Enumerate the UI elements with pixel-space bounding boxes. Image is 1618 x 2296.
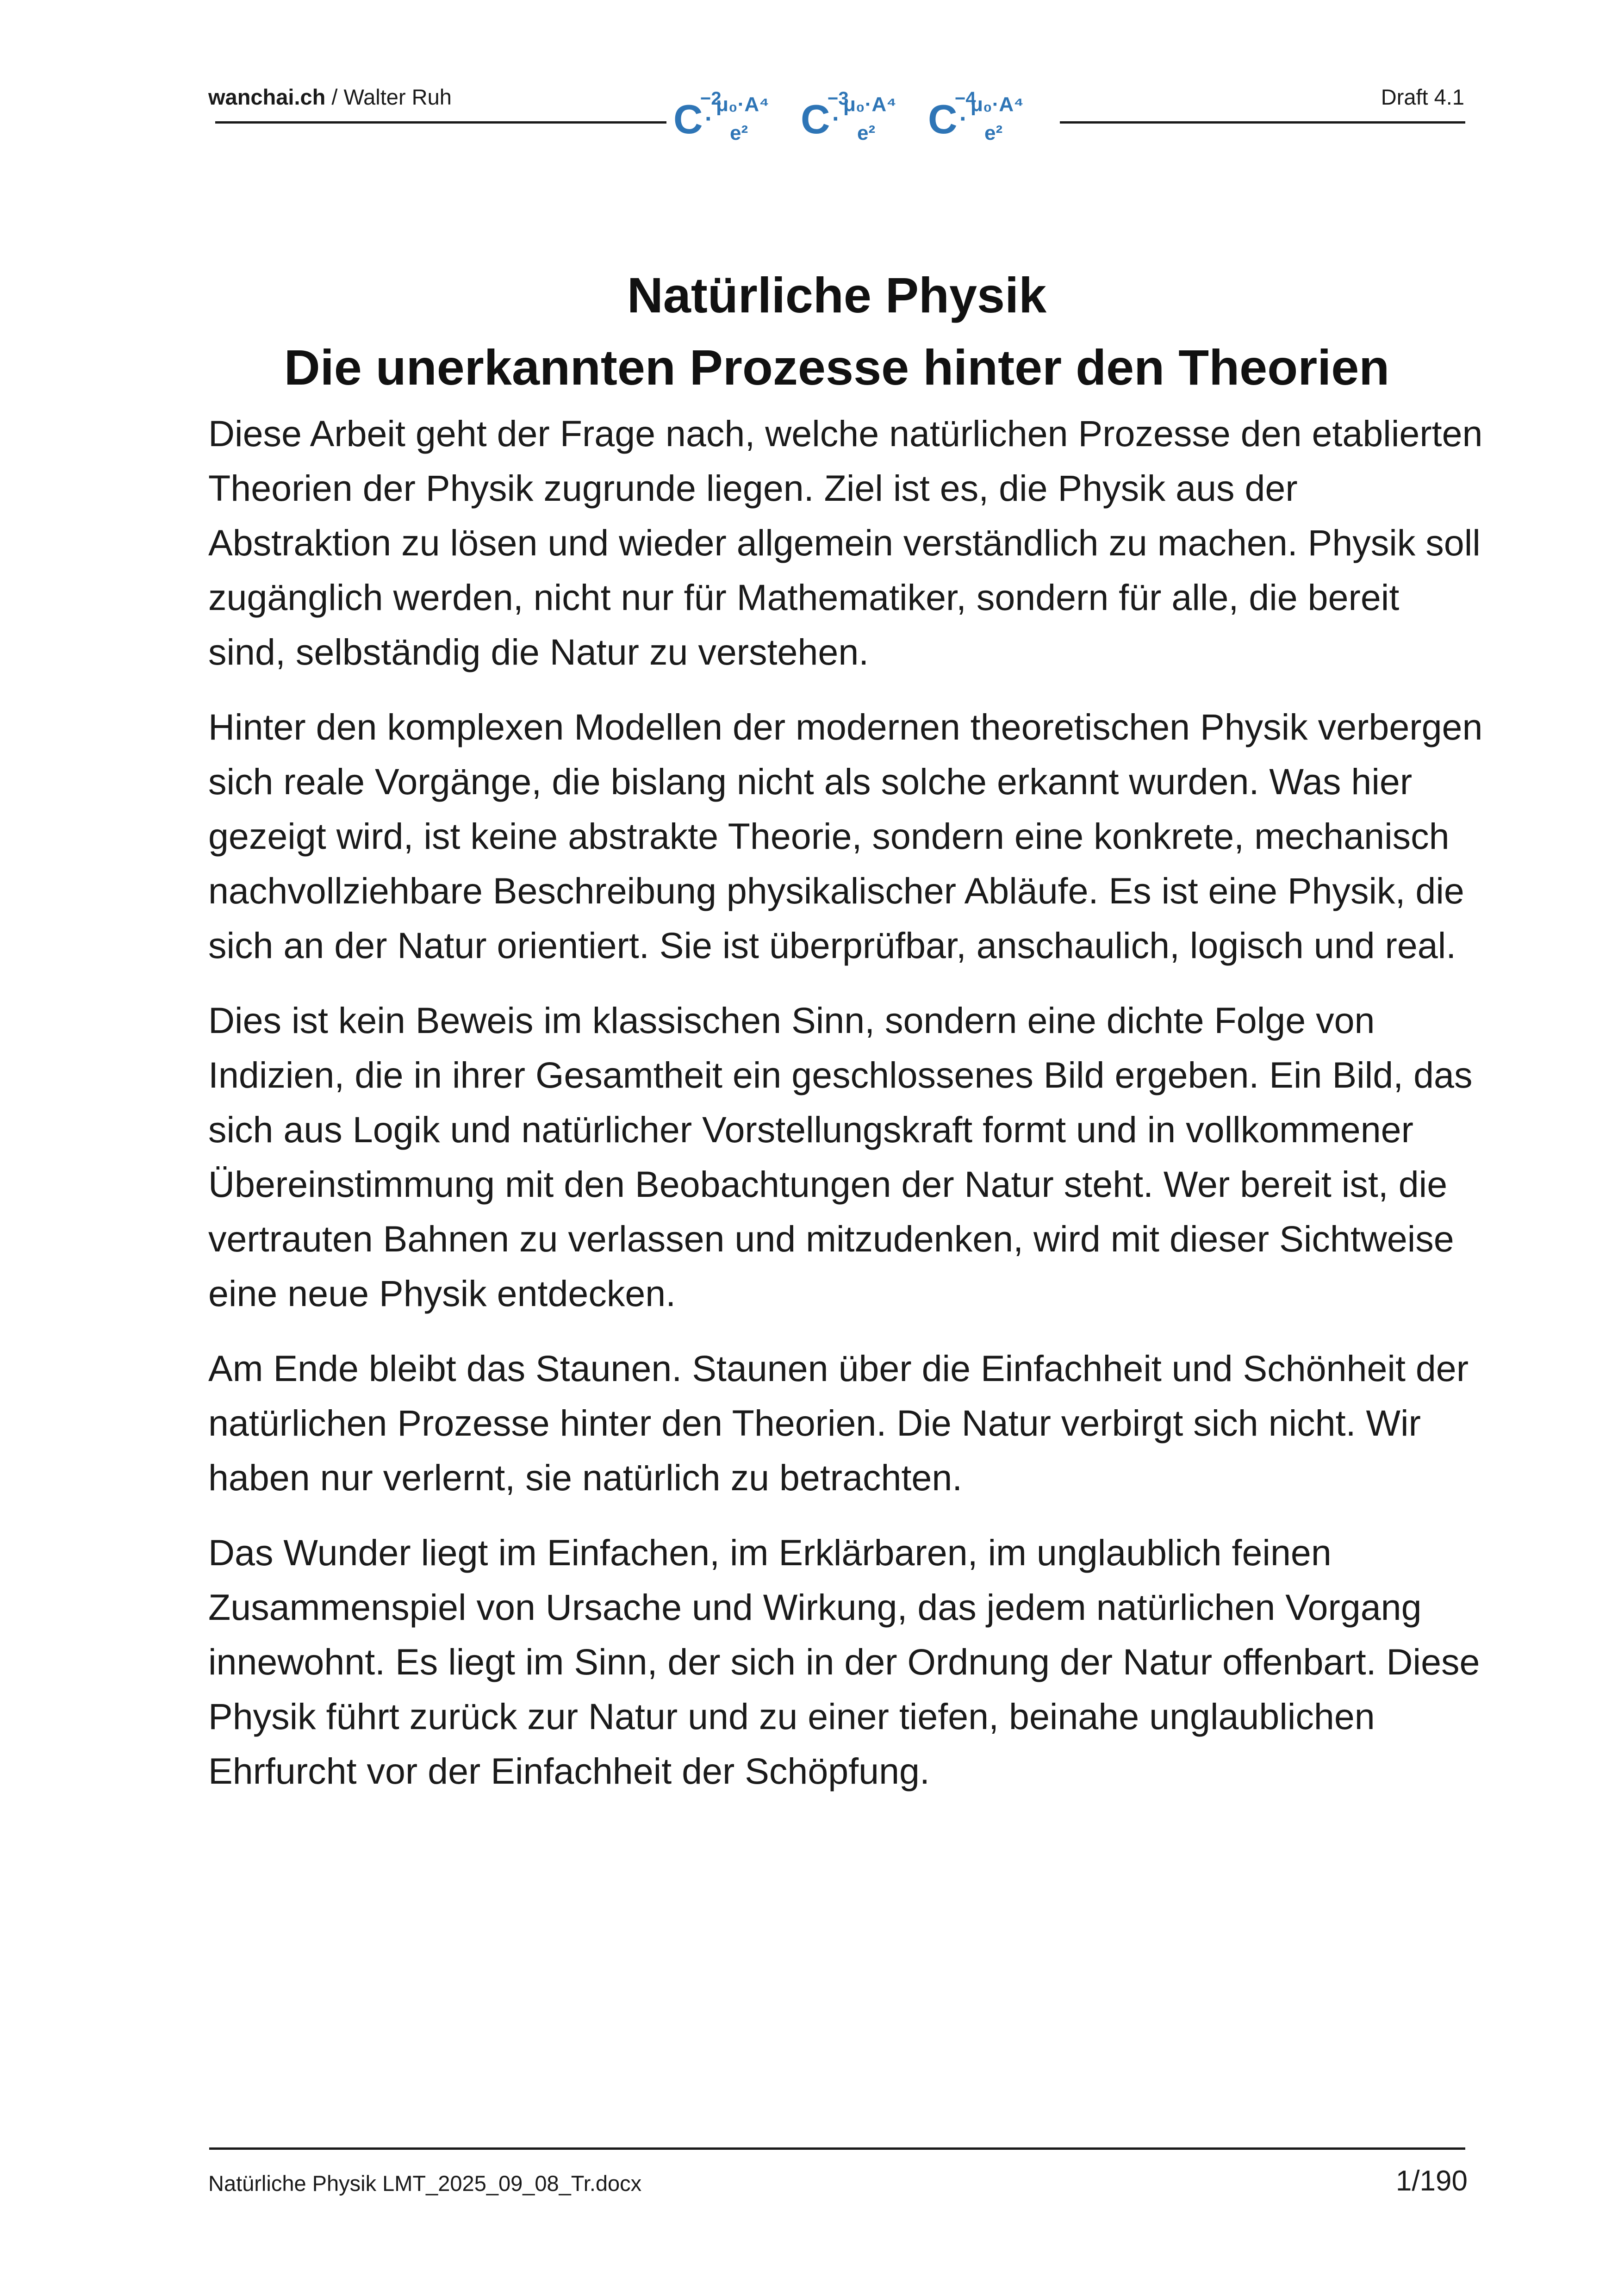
formula-base-3: C xyxy=(928,96,958,142)
site-separator: / xyxy=(325,85,344,109)
formula-numerator-1: μ₀·A⁴ xyxy=(716,93,769,116)
header-rule-left xyxy=(215,121,666,124)
paragraph: Hinter den komplexen Modellen der modernen theoretischen Physik verbergen sich reale Vorgänge, die bislang nicht als solche erkannt wurden. Was hier gezeigt wird, ist keine abstrakte Theorie, sondern eine konkrete, mechanisch nachvollziehbare Beschreibung physikalischer Abläufe. Es ist eine Physik, die sich an der Natur orientiert. Sie ist überprüfbar, anschaulich, logisch und real. xyxy=(208,706,1483,966)
formula-exponent-1: −2 xyxy=(700,88,722,109)
paragraph: Dies ist kein Beweis im klassischen Sinn, sondern eine dichte Folge von Indizien, die in ihrer Gesamtheit ein geschlossenes Bild ergeben. Ein Bild, das sich aus Logik und natürlicher Vorstellungskraft formt und in vollkommener Übereinstimmung mit den Beobachtungen der Natur steht. Wer bereit ist, die vertrauten Bahnen zu verlassen und mitzudenken, wird mit dieser Sichtweise eine neue Physik entdecken. xyxy=(208,1000,1473,1314)
formula-denominator-1: e² xyxy=(730,122,748,144)
formula-term-1 xyxy=(673,88,769,144)
formula-dot-1: · xyxy=(705,106,713,132)
header-rule-right xyxy=(1060,121,1465,124)
paragraph: Das Wunder liegt im Einfachen, im Erklärbaren, im unglaublich feinen Zusammenspiel von Ursache und Wirkung, das jedem natürlichen Vorgang innewohnt. Es liegt im Sinn, der sich in der Ordnung der Natur offenbart. Diese Physik führt zurück zur Natur und zu einer tiefen, beinahe unglaublichen Ehrfurcht vor der Einfachheit der Schöpfung. xyxy=(208,1532,1480,1792)
title-block xyxy=(208,259,1465,404)
author-name: Walter Ruh xyxy=(343,85,452,109)
draft-label: Draft 4.1 xyxy=(1381,85,1464,109)
formula-base-2: C xyxy=(801,96,830,142)
formula-denominator-2: e² xyxy=(857,122,876,144)
formula-term-3 xyxy=(928,88,1024,144)
footer-rule xyxy=(209,2147,1465,2150)
formula-denominator-3: e² xyxy=(984,122,1003,144)
formula-exponent-3: −4 xyxy=(955,88,976,109)
formula-exponent-2: −3 xyxy=(828,88,849,109)
document-subtitle: Die unerkannten Prozesse hinter den Theorien xyxy=(284,339,1390,395)
formula-term-2 xyxy=(801,88,896,144)
paragraph: Am Ende bleibt das Staunen. Staunen über die Einfachheit und Schönheit der natürlichen Prozesse hinter den Theorien. Die Natur verbirgt sich nicht. Wir haben nur verlernt, sie natürlich zu betrachten. xyxy=(208,1348,1469,1498)
page-number: 1/190 xyxy=(1395,2165,1468,2197)
header-site xyxy=(208,83,452,111)
formula-dot-3: · xyxy=(959,106,968,132)
formula-logo xyxy=(673,79,1053,153)
formula-base-1: C xyxy=(673,96,703,142)
paragraph: Diese Arbeit geht der Frage nach, welche natürlichen Prozesse den etablierten Theorien der Physik zugrunde liegen. Ziel ist es, die Physik aus der Abstraktion zu lösen und wieder allgemein verständlich zu machen. Physik soll zugänglich werden, nicht nur für Mathematiker, sondern für alle, die bereit sind, selbständig die Natur zu verstehen. xyxy=(208,413,1483,672)
body-text xyxy=(208,406,1486,1819)
site-domain: wanchai.ch xyxy=(208,85,326,109)
formula-dot-2: · xyxy=(832,106,840,132)
footer-filename: Natürliche Physik LMT_2025_09_08_Tr.docx xyxy=(208,2171,642,2196)
document-title: Natürliche Physik xyxy=(627,267,1047,323)
formula-numerator-2: μ₀·A⁴ xyxy=(843,93,896,116)
formula-numerator-3: μ₀·A⁴ xyxy=(971,93,1024,116)
